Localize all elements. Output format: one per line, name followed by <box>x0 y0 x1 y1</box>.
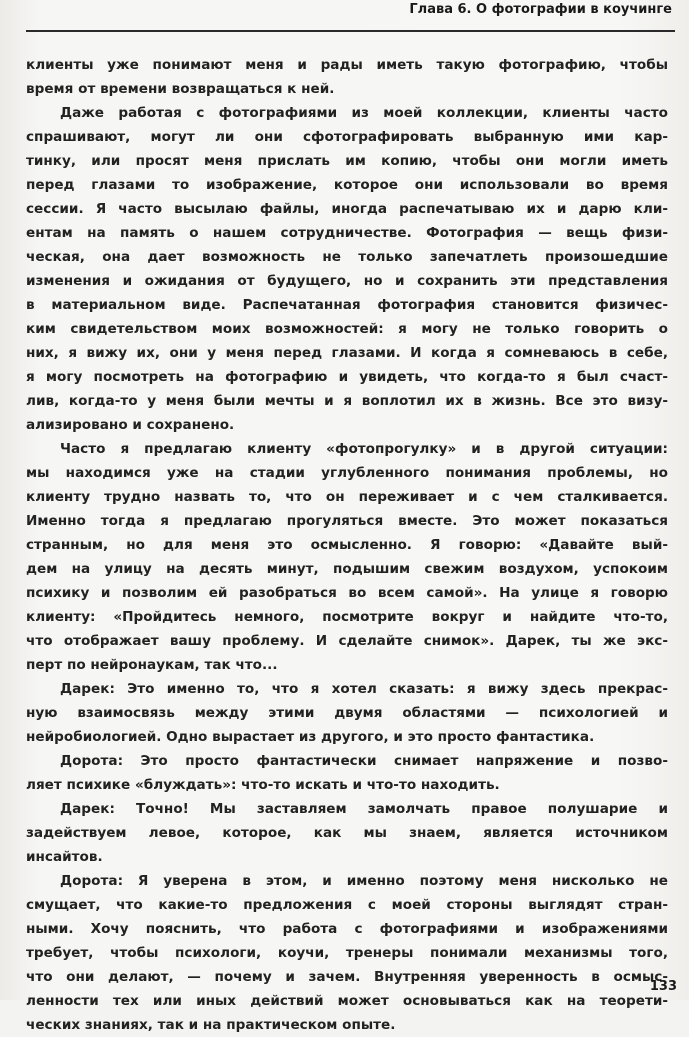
speaker-name: Дорота: <box>60 753 124 769</box>
line-text: них, я вижу их, они у меня перед глазами. И когда я сомневаюсь в себе, <box>26 345 668 361</box>
text-line <box>26 269 668 293</box>
line-text: нейробиологией. Одно вырастает из другого, и это просто фантастика. <box>26 729 595 745</box>
text-line <box>26 53 668 77</box>
line-text: ентам на память о нашем сотрудничестве. Фотография — вещь физи- <box>26 225 668 241</box>
text-line <box>26 725 668 749</box>
body-text <box>26 53 668 1037</box>
text-line <box>26 605 668 629</box>
text-line <box>26 653 668 677</box>
text-line <box>26 965 668 989</box>
text-line <box>26 533 668 557</box>
text-line <box>26 629 668 653</box>
text-line <box>26 437 668 461</box>
line-text: ческих знаниях, так и на практическом опыте. <box>26 1017 396 1033</box>
line-text: психику и позволим ей разобраться во всем самой». На улице я говорю <box>26 585 668 601</box>
line-text: ческая, она дает возможность не только запечатлеть произошедшие <box>26 249 668 265</box>
text-line <box>26 845 668 869</box>
line-text: клиенты уже понимают меня и рады иметь такую фотографию, чтобы <box>26 57 668 73</box>
text-line <box>26 797 668 821</box>
speaker-name: Дорота: <box>60 873 124 889</box>
line-text: инсайтов. <box>26 849 103 865</box>
text-line <box>26 197 668 221</box>
line-text: что они делают, — почему и зачем. Внутренняя уверенность в осмыс- <box>26 969 668 985</box>
text-line <box>26 869 668 893</box>
text-line <box>26 101 668 125</box>
line-text: Точно! Мы заставляем замолчать правое полушарие и <box>114 801 668 817</box>
line-text: Даже работая с фотографиями из моей коллекции, клиенты часто <box>60 105 668 121</box>
line-text: задействуем левое, которое, как мы знаем, является источником <box>26 825 668 841</box>
line-text: мы находимся уже на стадии углубленного понимания проблемы, но <box>26 465 668 481</box>
line-text: что отображает вашу проблему. И сделайте снимок». Дарек, ты же экс- <box>26 633 668 649</box>
line-text: перт по нейронаукам, так что... <box>26 657 278 673</box>
text-line <box>26 557 668 581</box>
line-text: дем на улицу на десять минут, подышим свежим воздухом, успокоим <box>26 561 668 577</box>
line-text: требует, чтобы психологи, коучи, тренеры понимали механизмы того, <box>26 945 668 961</box>
line-text: клиенту трудно назвать то, что он переживает и с чем сталкивается. <box>26 489 668 505</box>
text-line <box>26 413 668 437</box>
text-line <box>26 245 668 269</box>
speaker-name: Дарек: <box>60 681 115 697</box>
text-line <box>26 389 668 413</box>
text-line <box>26 149 668 173</box>
text-line <box>26 77 668 101</box>
text-line <box>26 917 668 941</box>
line-text: Я уверена в этом, и именно поэтому меня нисколько не <box>123 873 668 889</box>
header-rule <box>26 30 675 32</box>
text-line <box>26 773 668 797</box>
line-text: тинку, или просят меня прислать им копию, чтобы они могли иметь <box>26 153 668 169</box>
text-line <box>26 485 668 509</box>
text-line <box>26 581 668 605</box>
text-line <box>26 893 668 917</box>
line-text: изменения и ожидания от будущего, но и сохранить эти представления <box>26 273 668 289</box>
line-text: ленности тех или иных действий может основываться как на теорети- <box>26 993 668 1009</box>
line-text: ализировано и сохранено. <box>26 417 235 433</box>
line-text: странным, но для меня это осмысленно. Я говорю: «Давайте вый- <box>26 537 668 553</box>
line-text: ляет психике «блуждать»: что-то искать и что-то находить. <box>26 777 500 793</box>
line-text: ким свидетельством моих возможностей: я могу не только говорить о <box>26 321 668 337</box>
line-text: Именно тогда я предлагаю прогуляться вместе. Это может показаться <box>26 513 668 529</box>
text-line <box>26 461 668 485</box>
text-line <box>26 1013 668 1037</box>
text-line <box>26 509 668 533</box>
line-text: лив, когда-то у меня были мечты и я воплотил их в жизнь. Все это визу- <box>26 393 668 409</box>
line-text: Часто я предлагаю клиенту «фотопрогулку» и в другой ситуации: <box>60 441 668 457</box>
text-line <box>26 125 668 149</box>
text-line <box>26 365 668 389</box>
line-text: ными. Хочу пояснить, что работа с фотографиями и изображениями <box>26 921 668 937</box>
line-text: перед глазами то изображение, которое они использовали во время <box>26 177 668 193</box>
page-number: 133 <box>649 979 677 994</box>
text-line <box>26 941 668 965</box>
line-text: в материальном виде. Распечатанная фотография становится физичес- <box>26 297 668 313</box>
text-line <box>26 701 668 725</box>
line-text: сессии. Я часто высылаю файлы, иногда распечатываю их и дарю кли- <box>26 201 668 217</box>
line-text: Это просто фантастически снимает напряжение и позво- <box>123 753 668 769</box>
line-text: я могу посмотреть на фотографию и увидеть, что когда-то я был счаст- <box>26 369 668 385</box>
line-text: смущает, что какие-то предложения с моей стороны выглядят стран- <box>26 897 668 913</box>
line-text: Это именно то, что я хотел сказать: я вижу здесь прекрас- <box>114 681 668 697</box>
speaker-name: Дарек: <box>60 801 115 817</box>
text-line <box>26 293 668 317</box>
text-line <box>26 677 668 701</box>
line-text: клиенту: «Пройдитесь немного, посмотрите вокруг и найдите что-то, <box>26 609 668 625</box>
text-line <box>26 341 668 365</box>
text-line <box>26 173 668 197</box>
line-text: спрашивают, могут ли они сфотографировать выбранную ими кар- <box>26 129 668 145</box>
text-line <box>26 221 668 245</box>
text-line <box>26 749 668 773</box>
text-line <box>26 317 668 341</box>
line-text: время от времени возвращаться к ней. <box>26 81 335 97</box>
running-head: Глава 6. О фотографии в коучинге <box>409 2 672 17</box>
line-text: ную взаимосвязь между этими двумя областями — психологией и <box>26 705 668 721</box>
text-line <box>26 821 668 845</box>
text-line <box>26 989 668 1013</box>
